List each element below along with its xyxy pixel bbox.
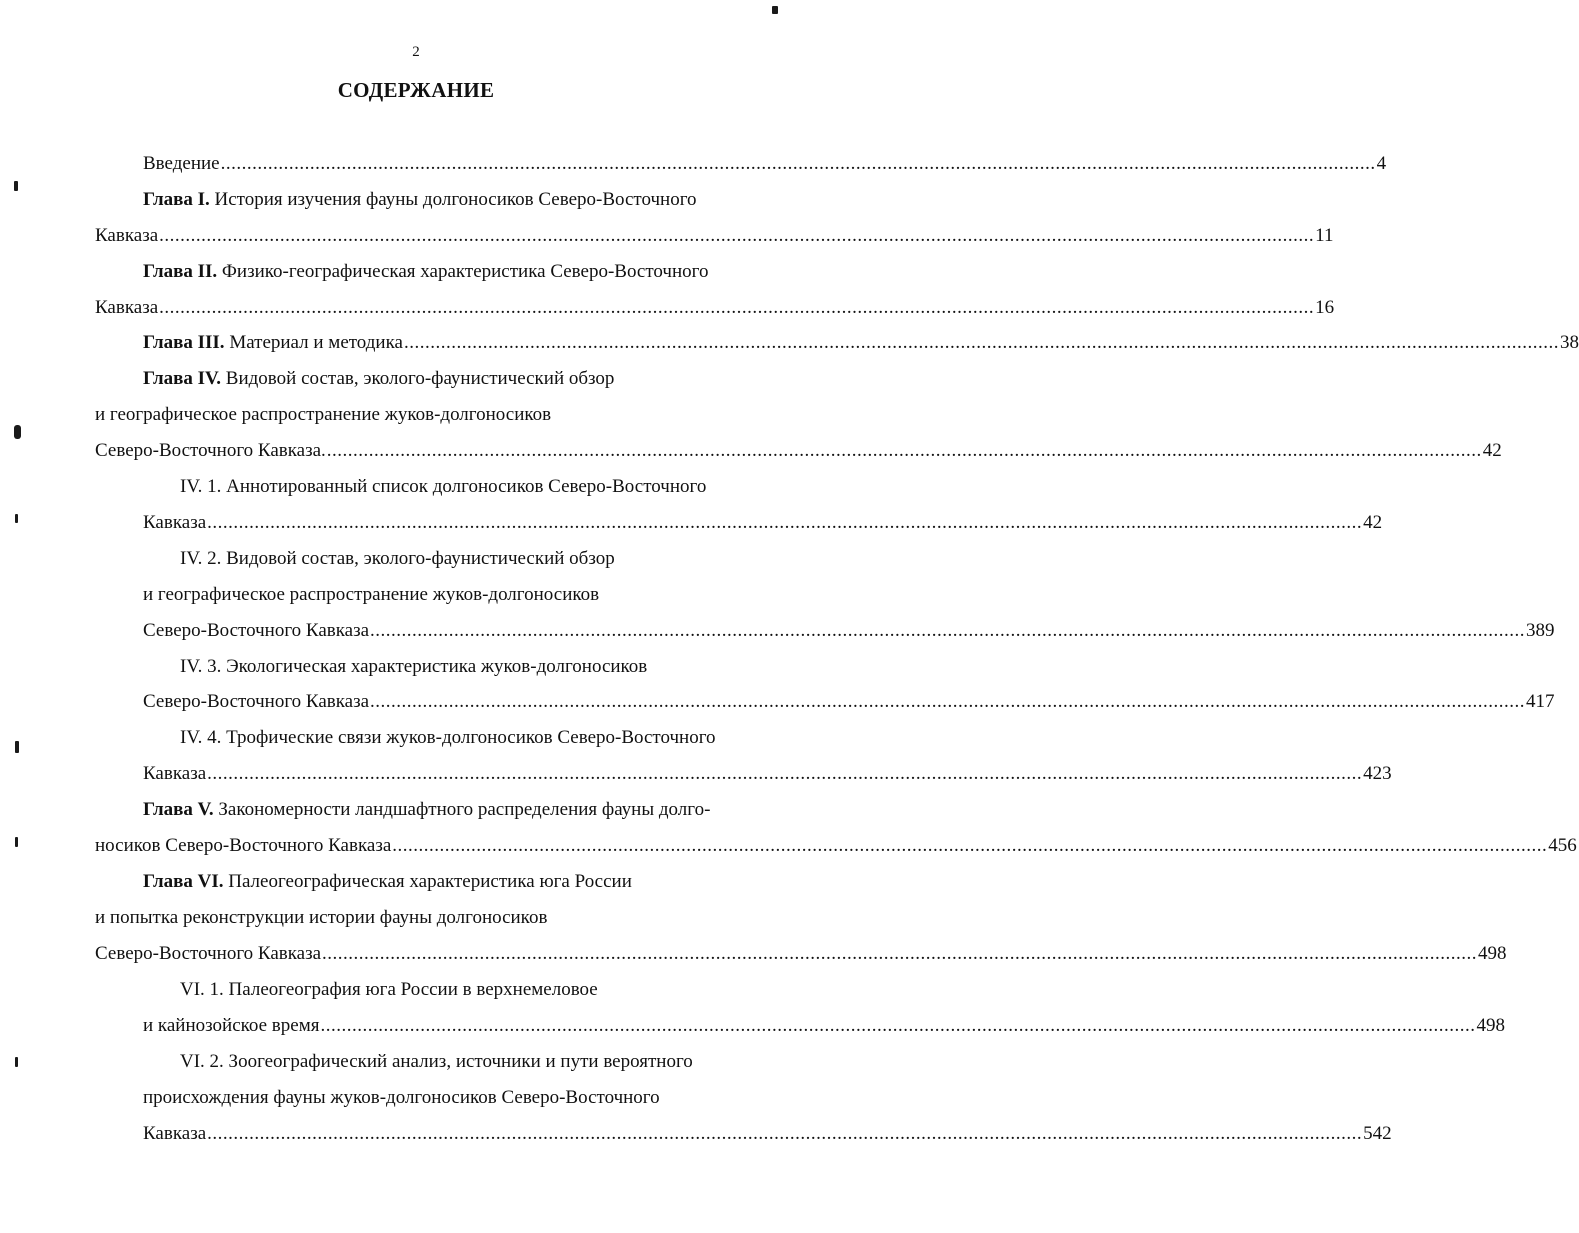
toc-ch4-line3: Северо-Восточного Кавказа. (95, 440, 326, 461)
toc-ch4-page: 42 (1482, 440, 1502, 461)
toc-entry-s4-1 (143, 510, 1383, 536)
toc-s4-2-page: 389 (1526, 620, 1555, 641)
toc-s4-2-line1: IV. 2. Видовой состав, эколого-фаунистический обзор (180, 548, 615, 569)
toc-ch2-label: Глава II. (143, 261, 218, 282)
toc-entry-ch6 (143, 869, 632, 895)
toc-entry-s4-3 (143, 689, 1555, 715)
leader-dots: ............................................................................................................................................................................................................................ (207, 1123, 1363, 1144)
toc-ch6-label: Глава VI. (143, 871, 224, 892)
toc-s6-1-line2: и кайнозойское время (143, 1015, 320, 1036)
toc-entry-ch5-cont (95, 833, 1577, 859)
toc-s6-1-line1: VI. 1. Палеогеография юга России в верхнемеловое (180, 979, 598, 1000)
toc-entry-s6-1 (143, 1013, 1505, 1039)
toc-entry-s4-2 (143, 618, 1555, 644)
leader-dots: ............................................................................................................................................................................................................................ (322, 943, 1478, 964)
toc-s4-3-page: 417 (1526, 691, 1555, 712)
toc-entry-ch2 (143, 259, 708, 285)
toc-ch3-label: Глава III. (143, 332, 225, 353)
scan-speck (15, 837, 18, 847)
toc-s4-2-line2: и географическое распространение жуков-долгоносиков (143, 584, 600, 605)
toc-ch1-label: Глава I. (143, 189, 210, 210)
toc-ch6-line1: Палеогеографическая характеристика юга России (228, 871, 632, 892)
toc-entry-intro (143, 151, 1387, 177)
toc-ch2-line2: Кавказа (95, 297, 159, 318)
toc-entry-ch4-cont (95, 438, 1502, 464)
scan-speck (15, 741, 19, 753)
toc-s6-2-line3: Кавказа (143, 1123, 207, 1144)
toc-intro-page: 4 (1376, 153, 1387, 174)
toc-intro-text: Введение (143, 153, 220, 174)
toc-ch1-line1: История изучения фауны долгоносиков Северо-Восточного (214, 189, 697, 210)
leader-dots: ............................................................................................................................................................................................................................ (326, 440, 1482, 461)
toc-ch5-line2: носиков Северо-Восточного Кавказа (95, 835, 392, 856)
toc-s4-3-line2: Северо-Восточного Кавказа (143, 691, 370, 712)
leader-dots: ............................................................................................................................................................................................................................ (159, 225, 1315, 246)
scan-speck (15, 514, 18, 523)
toc-s6-1-page: 498 (1476, 1015, 1505, 1036)
toc-ch6-page: 498 (1478, 943, 1507, 964)
leader-dots: ............................................................................................................................................................................................................................ (370, 691, 1526, 712)
toc-ch4-line1: Видовой состав, эколого-фаунистический обзор (225, 368, 615, 389)
toc-s4-1-page: 42 (1363, 512, 1383, 533)
toc-entry-ch6-cont (95, 941, 1507, 967)
leader-dots: ............................................................................................................................................................................................................................ (370, 620, 1526, 641)
toc-entry-ch1 (143, 187, 697, 213)
leader-dots: ............................................................................................................................................................................................................................ (159, 297, 1315, 318)
leader-dots: ............................................................................................................................................................................................................................ (320, 1015, 1476, 1036)
scan-speck (14, 425, 21, 439)
toc-ch2-page: 16 (1315, 297, 1335, 318)
toc-entry-s6-2 (143, 1121, 1392, 1147)
toc-s4-2-line3: Северо-Восточного Кавказа (143, 620, 370, 641)
toc-ch4-line2: и географическое распространение жуков-долгоносиков (95, 404, 552, 425)
toc-ch5-label: Глава V. (143, 799, 214, 820)
scan-speck (15, 1057, 18, 1067)
toc-ch5-line1: Закономерности ландшафтного распределения фауны долго- (218, 799, 711, 820)
toc-ch2-line1: Физико-географическая характеристика Северо-Восточного (221, 261, 709, 282)
toc-ch4-label: Глава IV. (143, 368, 222, 389)
toc-ch3-page: 38 (1559, 332, 1579, 353)
toc-ch1-page: 11 (1315, 225, 1334, 246)
leader-dots: ............................................................................................................................................................................................................................ (392, 835, 1548, 856)
toc-ch6-line3: Северо-Восточного Кавказа (95, 943, 322, 964)
leader-dots: ............................................................................................................................................................................................................................ (403, 332, 1559, 353)
toc-ch5-page: 456 (1548, 835, 1577, 856)
toc-s6-2-page: 542 (1363, 1123, 1392, 1144)
toc-s4-4-line1: IV. 4. Трофические связи жуков-долгоносиков Северо-Восточного (180, 727, 716, 748)
leader-dots: ............................................................................................................................................................................................................................ (207, 512, 1363, 533)
toc-entry-s4-4 (143, 761, 1392, 787)
toc-entry-ch4 (143, 366, 614, 392)
toc-entry-ch2-cont (95, 295, 1335, 321)
toc-entry-ch1-cont (95, 223, 1334, 249)
toc-entry-ch3 (143, 330, 1579, 356)
page-title: СОДЕРЖАНИЕ (337, 78, 495, 102)
toc-ch6-line2: и попытка реконструкции истории фауны долгоносиков (95, 907, 548, 928)
page-number: 2 (412, 44, 420, 60)
scan-speck (14, 181, 18, 191)
toc-ch1-line2: Кавказа (95, 225, 159, 246)
toc-s6-2-line2: происхождения фауны жуков-долгоносиков Северо-Восточного (143, 1087, 660, 1108)
toc-ch3-text: Материал и методика (229, 332, 403, 353)
toc-s4-4-line2: Кавказа (143, 763, 207, 784)
toc-s4-1-line1: IV. 1. Аннотированный список долгоносиков Северо-Восточного (180, 476, 707, 497)
leader-dots: ............................................................................................................................................................................................................................ (220, 153, 1376, 174)
toc-s4-3-line1: IV. 3. Экологическая характеристика жуков-долгоносиков (180, 656, 648, 677)
toc-s4-1-line2: Кавказа (143, 512, 207, 533)
toc-s4-4-page: 423 (1363, 763, 1392, 784)
scan-speck (772, 6, 778, 14)
toc-s6-2-line1: VI. 2. Зоогеографический анализ, источники и пути вероятного (180, 1051, 693, 1072)
leader-dots: ............................................................................................................................................................................................................................ (207, 763, 1363, 784)
toc-entry-ch5 (143, 797, 710, 823)
